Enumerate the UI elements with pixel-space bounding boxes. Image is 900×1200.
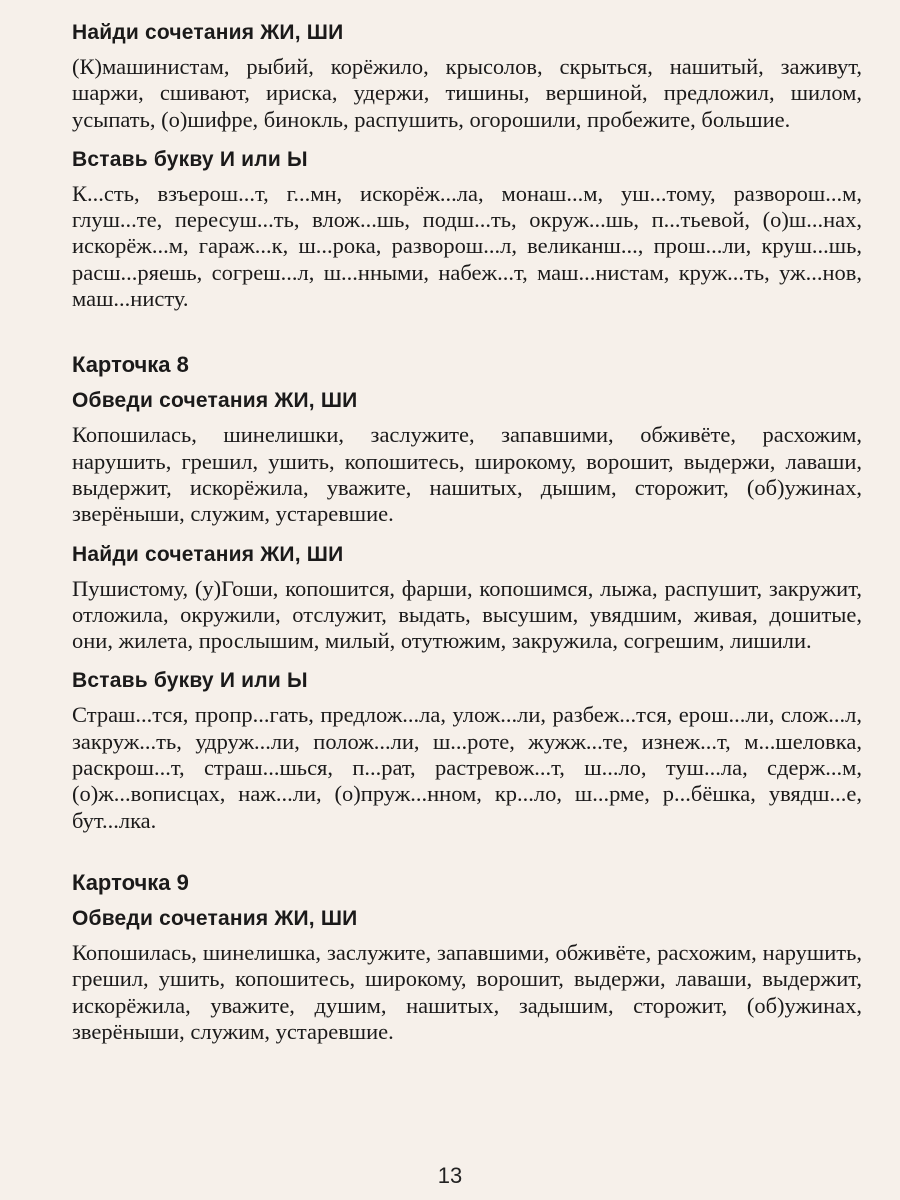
text-line: искорёжила, уважите, душим, нашитых, задышим, сторожит, (об)ужинах, [72, 992, 862, 1018]
text-line: зверёныши, служим, устаревшие. [72, 1018, 394, 1044]
text-line: шаржи, сшивают, ириска, удержи, тишины, вершиной, предложил, шилом, [72, 80, 862, 106]
text-line: усыпать, (о)шифре, бинокль, распушить, огорошили, пробежите, большие. [72, 106, 791, 132]
text-line: (К)машинистам, рыбий, корёжило, крысолов, скрыться, нашитый, заживут, [72, 54, 862, 79]
card-title-9: Карточка 9 [72, 869, 189, 895]
text-line: бут...лка. [72, 807, 157, 833]
text-line: расш...ряешь, согреш...л, ш...нными, набеж...т, маш...нистам, круж...ть, уж...нов, [72, 259, 862, 285]
exercise-text [72, 940, 862, 1045]
section-heading-insert: Вставь букву И или Ы [72, 147, 308, 171]
text-line: отложила, окружили, отслужит, выдать, высушим, увядшим, живая, дошитые, [72, 601, 862, 627]
text-line: (о)ж...вописцах, наж...ли, (о)пруж...нном, кр...ло, ш...рме, р...бёшка, увядш...е, [72, 781, 862, 807]
text-line: зверёныши, служим, устаревшие. [72, 501, 394, 527]
section-heading-circle: Обведи сочетания ЖИ, ШИ [72, 389, 358, 413]
text-line: Копошилась, шинелишки, заслужите, запавшими, обживёте, расхожим, [72, 422, 862, 448]
text-line: Пушистому, (у)Гоши, копошится, фарши, копошимся, лыжа, распушит, закружит, [72, 575, 862, 601]
text-line: глуш...те, пересуш...ть, влож...шь, подш...ть, окруж...шь, п...тьевой, (о)ш...нах, [72, 207, 862, 233]
text-line: Страш...тся, пропр...гать, предлож...ла, улож...ли, разбеж...тся, ерош...ли, слож...л, [72, 702, 862, 728]
section-heading-find: Найди сочетания ЖИ, ШИ [72, 542, 344, 566]
text-line: маш...нисту. [72, 286, 189, 312]
exercise-text [72, 702, 862, 833]
text-line: выдержит, искорёжила, уважите, нашитых, дышим, сторожит, (об)ужинах, [72, 474, 862, 500]
section-heading-circle: Обведи сочетания ЖИ, ШИ [72, 906, 358, 930]
section-heading-insert: Вставь букву И или Ы [72, 669, 308, 693]
exercise-text [72, 54, 862, 133]
text-line: они, жилета, прослышим, милый, отутюжим, закружила, согрешим, лишили. [72, 628, 812, 654]
page-number: 13 [437, 1163, 463, 1188]
text-line: нарушить, грешил, ушить, копошитесь, широкому, ворошит, выдержи, лаваши, [72, 448, 862, 474]
page-content [72, 18, 862, 1057]
text-line: Копошилась, шинелишка, заслужите, запавшими, обживёте, расхожим, нарушить, [72, 939, 862, 965]
exercise-text [72, 181, 862, 312]
text-line: раскрош...т, страш...шься, п...рат, растревож...т, ш...ло, туш...ла, сдерж...м, [72, 755, 862, 781]
text-line: искорёж...м, гараж...к, ш...рока, разворош...л, великанш..., прош...ли, круш...шь, [72, 233, 862, 259]
text-line: закруж...ть, удруж...ли, полож...ли, ш...роте, жужж...те, изнеж...т, м...шеловка, [72, 728, 862, 754]
exercise-text [72, 422, 862, 527]
card-title-8: Карточка 8 [72, 352, 189, 378]
exercise-text [72, 576, 862, 655]
section-heading-find: Найди сочетания ЖИ, ШИ [72, 21, 344, 44]
text-line: К...сть, взъерош...т, г...мн, искорёж...ла, монаш...м, уш...тому, разворош...м, [72, 180, 862, 206]
text-line: грешил, ушить, копошитесь, широкому, ворошит, выдержи, лаваши, выдержит, [72, 966, 862, 992]
